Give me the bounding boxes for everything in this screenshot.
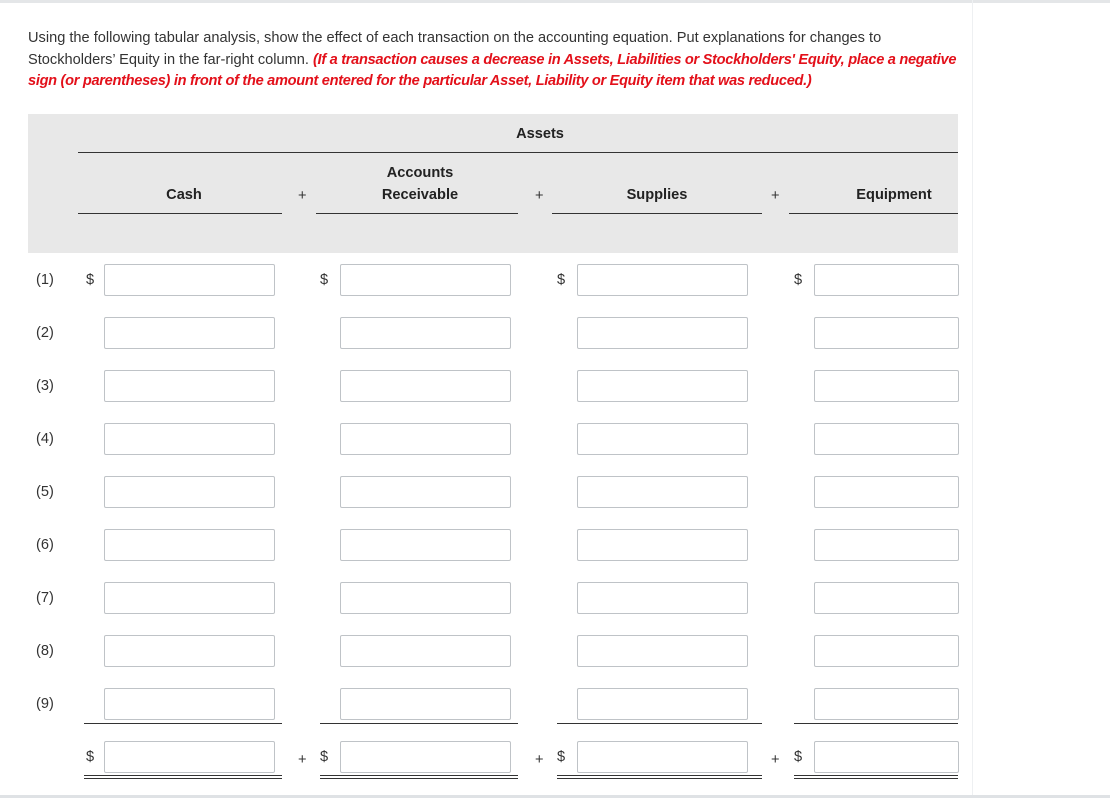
cash-input-row-8[interactable] xyxy=(104,635,275,667)
dollar-sign: $ xyxy=(320,272,329,288)
header-plus-sign: + xyxy=(535,188,544,204)
subtotal-rule-cash xyxy=(84,723,282,724)
supplies-input-row-9[interactable] xyxy=(577,688,748,720)
content-right-edge xyxy=(972,0,973,798)
question-instructions xyxy=(28,28,958,93)
subtotal-rule-supplies xyxy=(557,723,762,724)
total-double-rule-cash xyxy=(84,778,282,779)
accounts-receivable-total-input[interactable] xyxy=(340,741,511,773)
dollar-sign: $ xyxy=(86,272,95,288)
total-double-rule-cash xyxy=(84,775,282,776)
column-header-rule-accounts-receivable xyxy=(316,213,518,214)
assets-group-rule xyxy=(78,152,958,153)
cash-input-row-7[interactable] xyxy=(104,582,275,614)
row-label: (7) xyxy=(36,590,54,606)
dollar-sign: $ xyxy=(86,749,95,765)
equipment-input-row-9[interactable] xyxy=(814,688,959,720)
cash-input-row-4[interactable] xyxy=(104,423,275,455)
accounts-receivable-input-row-8[interactable] xyxy=(340,635,511,667)
row-label: (3) xyxy=(36,378,54,394)
equipment-input-row-4[interactable] xyxy=(814,423,959,455)
column-header-rule-equipment xyxy=(789,213,958,214)
instructions-warning: (If a transaction causes a decrease in Assets, Liabilities or Stockholders' Equity, place a negative sign (or parentheses) in front of the amount entered for the particular Asset, Liability or Equity item that was reduced.) xyxy=(28,51,957,89)
header-plus-sign: + xyxy=(771,188,780,204)
total-double-rule-equipment xyxy=(794,778,958,779)
accounts-receivable-input-row-3[interactable] xyxy=(340,370,511,402)
column-header-equipment: Equipment xyxy=(856,187,932,203)
column-header-accounts-receivable-line1: Accounts xyxy=(386,165,454,181)
cash-input-row-6[interactable] xyxy=(104,529,275,561)
total-double-rule-accounts-receivable xyxy=(320,778,518,779)
instructions-text: Using the following tabular analysis, show the effect of each transaction on the accounting equation. Put explanations for changes to Stockholders’ Equity in the far-right column. xyxy=(28,30,882,68)
row-label: (5) xyxy=(36,484,54,500)
row-label: (4) xyxy=(36,431,54,447)
accounts-receivable-input-row-4[interactable] xyxy=(340,423,511,455)
header-plus-sign: + xyxy=(298,188,307,204)
column-header-rule-cash xyxy=(78,213,282,214)
accounts-receivable-input-row-6[interactable] xyxy=(340,529,511,561)
cash-total-input[interactable] xyxy=(104,741,275,773)
total-double-rule-equipment xyxy=(794,775,958,776)
row-label: (8) xyxy=(36,643,54,659)
equipment-input-row-8[interactable] xyxy=(814,635,959,667)
supplies-input-row-3[interactable] xyxy=(577,370,748,402)
supplies-input-row-4[interactable] xyxy=(577,423,748,455)
cash-input-row-2[interactable] xyxy=(104,317,275,349)
accounts-receivable-input-row-2[interactable] xyxy=(340,317,511,349)
subtotal-rule-accounts-receivable xyxy=(320,723,518,724)
equipment-input-row-2[interactable] xyxy=(814,317,959,349)
total-plus-sign: + xyxy=(771,752,780,768)
supplies-input-row-6[interactable] xyxy=(577,529,748,561)
supplies-input-row-7[interactable] xyxy=(577,582,748,614)
total-double-rule-supplies xyxy=(557,775,762,776)
total-plus-sign: + xyxy=(535,752,544,768)
row-label: (1) xyxy=(36,272,54,288)
equipment-input-row-3[interactable] xyxy=(814,370,959,402)
cash-input-row-9[interactable] xyxy=(104,688,275,720)
equipment-input-row-1[interactable] xyxy=(814,264,959,296)
accounts-receivable-input-row-5[interactable] xyxy=(340,476,511,508)
row-label: (9) xyxy=(36,696,54,712)
cash-input-row-1[interactable] xyxy=(104,264,275,296)
dollar-sign: $ xyxy=(794,749,803,765)
dollar-sign: $ xyxy=(557,749,566,765)
accounts-receivable-input-row-7[interactable] xyxy=(340,582,511,614)
subtotal-rule-equipment xyxy=(794,723,958,724)
cash-input-row-3[interactable] xyxy=(104,370,275,402)
total-double-rule-accounts-receivable xyxy=(320,775,518,776)
total-double-rule-supplies xyxy=(557,778,762,779)
top-divider xyxy=(0,0,1110,3)
row-label: (2) xyxy=(36,325,54,341)
assets-group-label: Assets xyxy=(516,126,564,142)
supplies-input-row-5[interactable] xyxy=(577,476,748,508)
supplies-input-row-1[interactable] xyxy=(577,264,748,296)
column-header-accounts-receivable-line2: Receivable xyxy=(381,187,459,203)
cash-input-row-5[interactable] xyxy=(104,476,275,508)
equipment-input-row-5[interactable] xyxy=(814,476,959,508)
dollar-sign: $ xyxy=(320,749,329,765)
dollar-sign: $ xyxy=(794,272,803,288)
supplies-total-input[interactable] xyxy=(577,741,748,773)
dollar-sign: $ xyxy=(557,272,566,288)
supplies-input-row-8[interactable] xyxy=(577,635,748,667)
column-header-cash: Cash xyxy=(166,187,202,203)
supplies-input-row-2[interactable] xyxy=(577,317,748,349)
accounts-receivable-input-row-1[interactable] xyxy=(340,264,511,296)
equipment-input-row-6[interactable] xyxy=(814,529,959,561)
row-label: (6) xyxy=(36,537,54,553)
accounts-receivable-input-row-9[interactable] xyxy=(340,688,511,720)
equipment-input-row-7[interactable] xyxy=(814,582,959,614)
total-plus-sign: + xyxy=(298,752,307,768)
column-header-rule-supplies xyxy=(552,213,762,214)
equipment-total-input[interactable] xyxy=(814,741,959,773)
column-header-supplies: Supplies xyxy=(626,187,688,203)
